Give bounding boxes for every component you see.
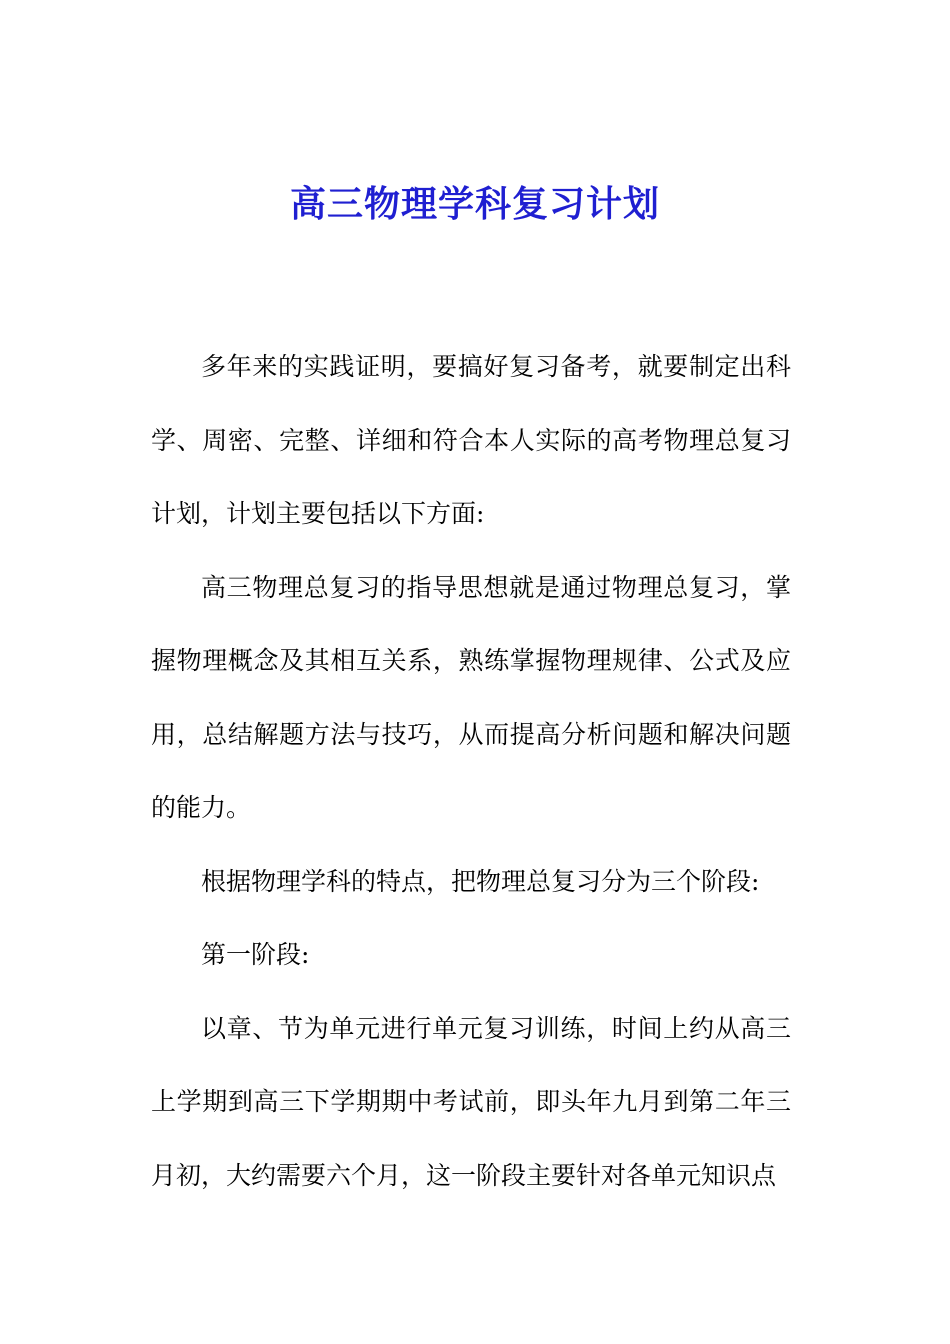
paragraph-stage-one-detail: 以章、节为单元进行单元复习训练，时间上约从高三上学期到高三下学期期中考试前，即头年九月到第二年三月初，大约需要六个月，这一阶段主要针对各单元知识点 xyxy=(151,1013,791,1190)
document-title: 高三物理学科复习计划 xyxy=(289,183,660,225)
paragraph-stage-one-heading: 第一阶段: xyxy=(201,940,310,969)
paragraph-intro: 多年来的实践证明，要搞好复习备考，就要制定出科学、周密、完整、详细和符合本人实际的高考物理总复习计划，计划主要包括以下方面: xyxy=(151,352,791,528)
paragraph-guiding-idea: 高三物理总复习的指导思想就是通过物理总复习，掌握物理概念及其相互关系，熟练掌握物理规律、公式及应用，总结解题方法与技巧，从而提高分析问题和解决问题的能力。 xyxy=(151,572,791,822)
paragraph-stages: 根据物理学科的特点，把物理总复习分为三个阶段: xyxy=(201,866,760,896)
document-body xyxy=(151,330,791,1212)
